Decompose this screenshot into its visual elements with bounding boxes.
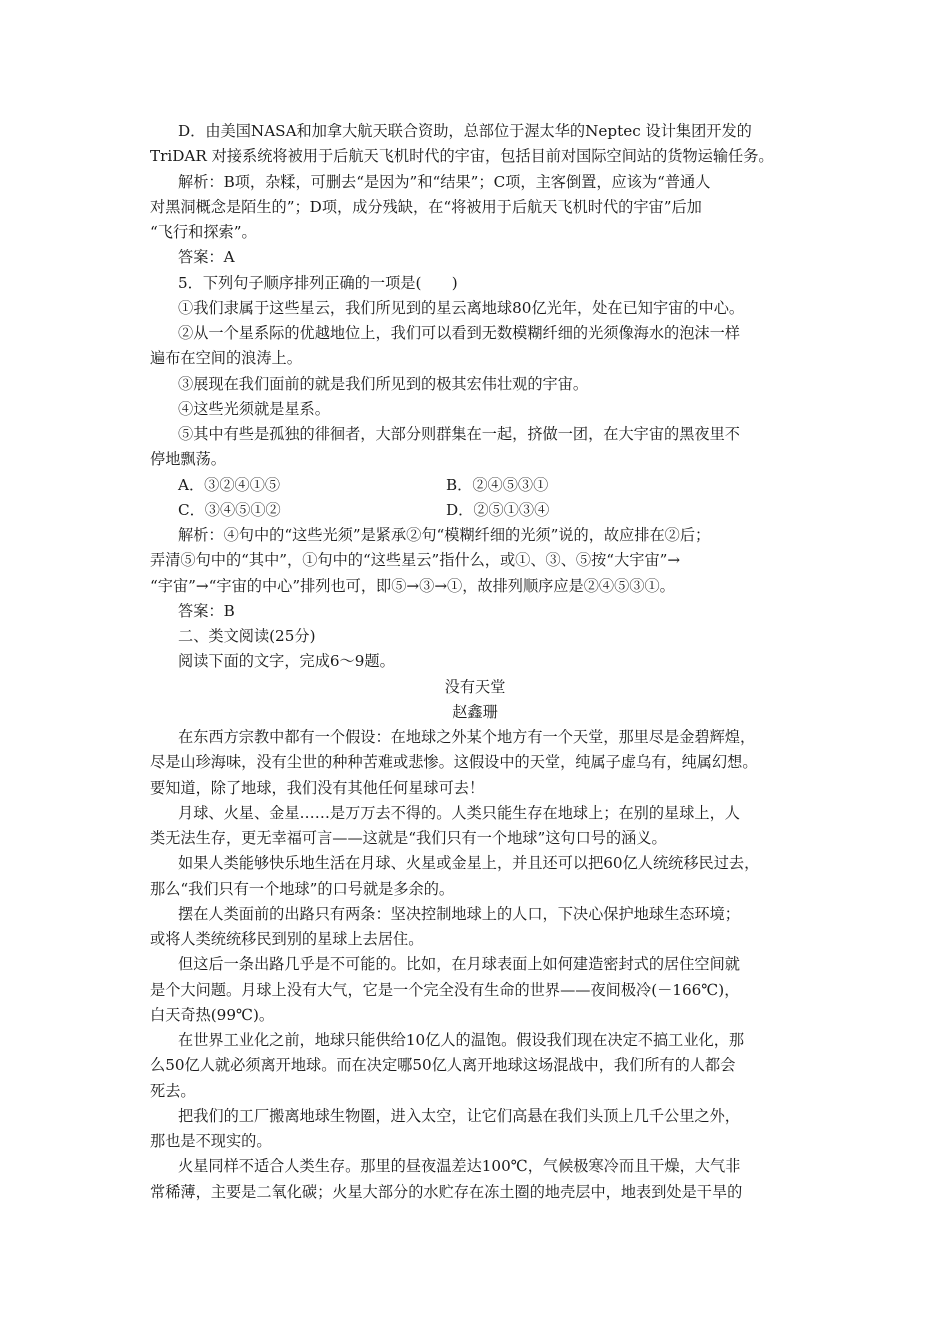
text-line: 答案：B	[178, 602, 235, 620]
text-line: 停地飘荡。	[150, 450, 226, 468]
text-line: 是个大问题。月球上没有大气，它是一个完全没有生命的世界——夜间极冷(－166℃)，	[150, 981, 740, 999]
text-line: 对黑洞概念是陌生的”；D项，成分残缺，在“将被用于后航天飞机时代的宇宙”后加	[150, 198, 702, 216]
text-line: 火星同样不适合人类生存。那里的昼夜温差达100℃，气候极寒冷而且干燥，大气非	[178, 1157, 741, 1175]
text-line: 么50亿人就必须离开地球。而在决定哪50亿人离开地球这场混战中，我们所有的人都会	[150, 1056, 736, 1074]
question-heading: 5．下列句子顺序排列正确的一项是( )	[178, 274, 458, 292]
text-line: 解析：④句中的“这些光须”是紧承②句“模糊纤细的光须”说的，故应排在②后；	[178, 526, 711, 544]
text-line: 在东西方宗教中都有一个假设：在地球之外某个地方有一个天堂，那里尽是金碧辉煌，	[178, 728, 756, 746]
text-line: 阅读下面的文字，完成6～9题。	[178, 652, 395, 670]
option-b: B．②④⑤③①	[446, 476, 549, 494]
text-line: 在世界工业化之前，地球只能供给10亿人的温饱。假设我们现在决定不搞工业化，那	[178, 1031, 745, 1049]
option-c: C．③④⑤①②	[178, 501, 281, 519]
text-line: 尽是山珍海味，没有尘世的种种苦难或悲惨。这假设中的天堂，纯属子虚乌有，纯属幻想。	[150, 753, 758, 771]
text-line: 答案：A	[178, 248, 235, 266]
text-line: 月球、火星、金星……是万万去不得的。人类只能生存在地球上；在别的星球上，人	[178, 804, 740, 822]
text-line: “飞行和探索”。	[150, 223, 257, 241]
article-author: 赵鑫珊	[452, 703, 498, 721]
text-line: 把我们的工厂搬离地球生物圈，进入太空，让它们高悬在我们头顶上几千公里之外，	[178, 1107, 740, 1125]
text-line: 弄清⑤句中的“其中”，①句中的“这些星云”指什么，或①、③、⑤按“大宇宙”→	[150, 551, 681, 569]
text-line: 类无法生存，更无幸福可言——这就是“我们只有一个地球”这句口号的涵义。	[150, 829, 667, 847]
text-line: 那么“我们只有一个地球”的口号就是多余的。	[150, 880, 455, 898]
text-line: TriDAR 对接系统将被用于后航天飞机时代的宇宙，包括目前对国际空间站的货物运输任务。	[150, 147, 774, 165]
text-line: 那也是不现实的。	[150, 1132, 272, 1150]
text-line: ②从一个星系际的优越地位上，我们可以看到无数模糊纤细的光须像海水的泡沫一样	[178, 324, 740, 342]
text-line: 常稀薄，主要是二氧化碳；火星大部分的水贮存在冻土圈的地壳层中，地表到处是干旱的	[150, 1183, 743, 1201]
section-heading: 二、类文阅读(25分)	[178, 627, 316, 645]
text-line: ⑤其中有些是孤独的徘徊者，大部分则群集在一起，挤做一团，在大宇宙的黑夜里不	[178, 425, 740, 443]
text-line: ①我们隶属于这些星云，我们所见到的星云离地球80亿光年，处在已知宇宙的中心。	[178, 299, 745, 317]
text-line: 但这后一条出路几乎是不可能的。比如，在月球表面上如何建造密封式的居住空间就	[178, 955, 740, 973]
option-a: A．③②④①⑤	[178, 476, 281, 494]
text-line: 要知道，除了地球，我们没有其他任何星球可去！	[150, 779, 485, 797]
text-line: 如果人类能够快乐地生活在月球、火星或金星上，并且还可以把60亿人统统移民过去，	[178, 854, 760, 872]
text-line: 摆在人类面前的出路只有两条：坚决控制地球上的人口，下决心保护地球生态环境；	[178, 905, 740, 923]
text-line: 白天奇热(99℃)。	[150, 1006, 275, 1024]
text-line: 或将人类统统移民到别的星球上去居住。	[150, 930, 424, 948]
text-line: ③展现在我们面前的就是我们所见到的极其宏伟壮观的宇宙。	[178, 375, 589, 393]
text-line: “宇宙”→“宇宙的中心”排列也可，即⑤→③→①，故排列顺序应是②④⑤③①。	[150, 577, 675, 595]
text-line: 解析：B项，杂糅，可删去“是因为”和“结果”；C项，主客倒置，应该为“普通人	[178, 173, 711, 191]
text-line: 遍布在空间的浪涛上。	[150, 349, 302, 367]
text-line: D．由美国NASA和加拿大航天联合资助，总部位于渥太华的Neptec 设计集团开发的	[178, 122, 752, 140]
text-line: ④这些光须就是星系。	[178, 400, 330, 418]
option-d: D．②⑤①③④	[446, 501, 550, 519]
article-title: 没有天堂	[444, 678, 506, 696]
text-line: 死去。	[150, 1082, 196, 1100]
